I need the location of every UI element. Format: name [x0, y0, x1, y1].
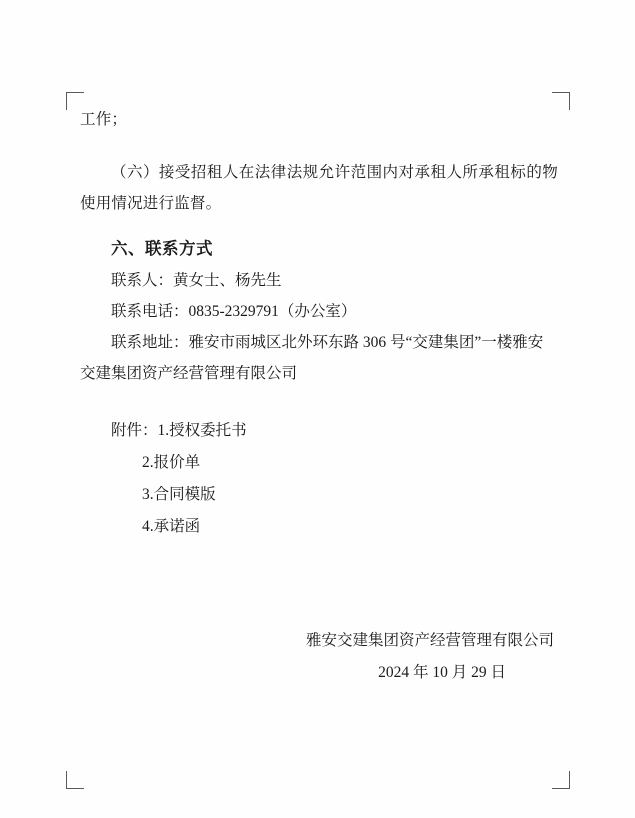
crop-mark-bottom-right — [552, 771, 570, 789]
attachment-item-3: 3.合同模版 — [142, 486, 216, 503]
contact-address: 联系地址：雅安市雨城区北外环东路 306 号“交建集团”一楼雅安交建集团资产经营管理有限公司 — [80, 334, 544, 382]
signature-organization: 雅安交建集团资产经营管理有限公司 — [305, 632, 554, 649]
crop-mark-bottom-left — [66, 771, 84, 789]
attachments-block — [80, 415, 558, 543]
contact-phone: 联系电话：0835-2329791（办公室） — [111, 303, 357, 320]
contact-person: 联系人：黄女士、杨先生 — [111, 272, 282, 289]
attachment-item-4: 4.承诺函 — [142, 518, 201, 535]
document-body — [80, 104, 558, 689]
continuation-line: 工作； — [80, 111, 128, 128]
attachment-item-1: 附件：1.授权委托书 — [111, 422, 247, 439]
signature-date: 2024 年 10 月 29 日 — [378, 664, 506, 681]
signature-block — [80, 625, 558, 689]
section-heading-contact: 六、联系方式 — [111, 240, 213, 258]
clause-paragraph: （六）接受招租人在法律法规允许范围内对承租人所承租标的物使用情况进行监督。 — [80, 164, 558, 212]
attachment-item-2: 2.报价单 — [142, 454, 201, 471]
